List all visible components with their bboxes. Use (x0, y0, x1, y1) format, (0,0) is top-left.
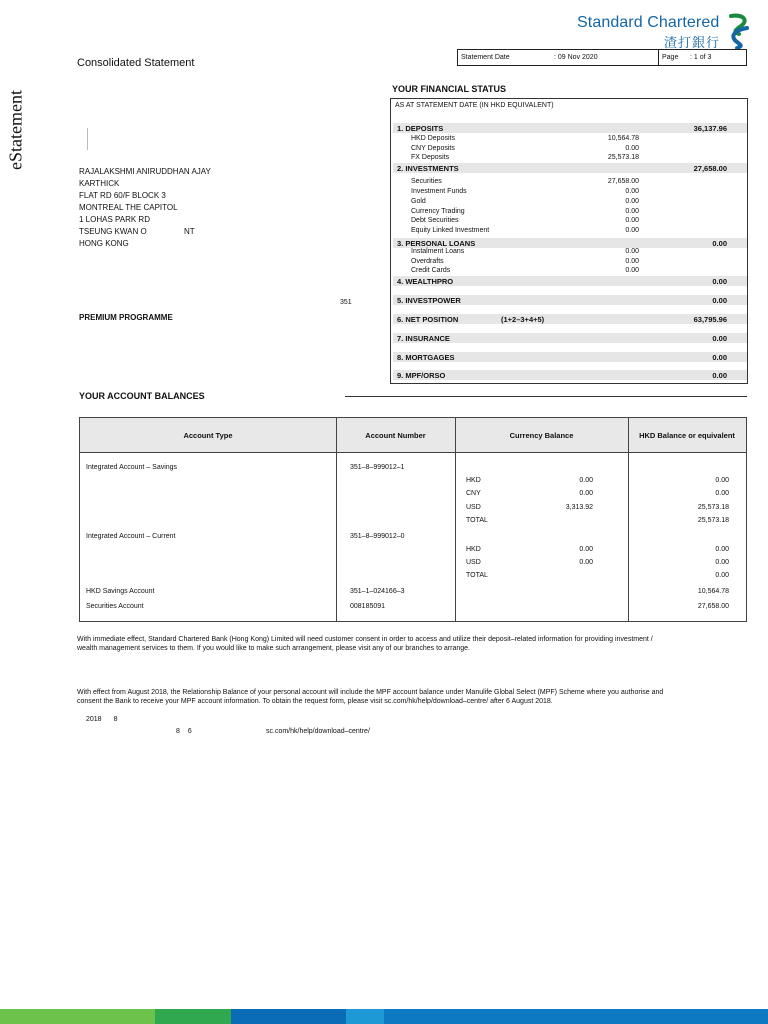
deposit-item (391, 144, 747, 153)
account-type: Integrated Account – Current (86, 533, 176, 540)
financial-status-box (390, 98, 748, 384)
column-header: HKD Balance or equivalent (639, 431, 735, 440)
currency: USD (466, 559, 481, 566)
item-label: CNY Deposits (411, 145, 455, 152)
currency-total: TOTAL (466, 517, 488, 524)
chinese-notice-date: 8 6 (176, 728, 192, 735)
item-label: Overdrafts (411, 258, 444, 265)
amount: 0.00 (625, 258, 639, 265)
amount: 0.00 (625, 248, 639, 255)
address-mark (87, 128, 88, 150)
account-type: Securities Account (86, 603, 144, 610)
currency: HKD (466, 477, 481, 484)
hkd-balance: 27,658.00 (697, 603, 729, 610)
hkd-balance: 10,564.78 (697, 588, 729, 595)
deposit-item (391, 134, 747, 143)
item-label: 6. NET POSITION (397, 315, 459, 324)
statement-info-box (457, 49, 747, 66)
amount: 0.00 (625, 198, 639, 205)
loans-total: 0.00 (712, 239, 727, 248)
currency-balance: 0.00 (579, 477, 593, 484)
item-label: Debt Securities (411, 217, 459, 224)
currency: HKD (466, 546, 481, 553)
item-label: 2. INVESTMENTS (397, 164, 459, 173)
wealthpro-row (393, 276, 747, 286)
footer-color-bar (0, 1009, 768, 1024)
heading-rule (345, 396, 747, 397)
currency-balance: 3,313.92 (565, 504, 593, 511)
page-value: : 1 of 3 (690, 54, 712, 61)
hkd-balance-total: 25,573.18 (697, 517, 729, 524)
loan-item (391, 266, 747, 275)
statement-date-value: : 09 Nov 2020 (554, 54, 598, 61)
account-number: 351–1–024166–3 (350, 588, 405, 595)
item-label: Instalment Loans (411, 248, 465, 255)
hkd-balance: 0.00 (715, 477, 729, 484)
deposit-item (391, 153, 747, 162)
deposits-row (393, 123, 747, 133)
amount: 0.00 (712, 371, 727, 380)
page-label: Page (662, 54, 679, 61)
mpf-notice: With effect from August 2018, the Relationship Balance of your personal account will include the MPF account balance under Manulife Global Select (MPF) Scheme where you authorise and consent the Bank to receive your MPF account information. To obtain the request form, please visit sc.com/hk/help/download–centre/ after 6 August 2018. (77, 689, 664, 705)
download-centre-link[interactable]: sc.com/hk/help/download–centre/ (266, 728, 370, 735)
amount: 0.00 (712, 277, 727, 286)
financial-status-subheading: AS AT STATEMENT DATE (IN HKD EQUIVALENT) (395, 102, 554, 109)
currency-total: TOTAL (466, 572, 488, 579)
programme-name: PREMIUM PROGRAMME (79, 313, 173, 322)
item-label: Credit Cards (411, 267, 451, 274)
amount: 0.00 (625, 217, 639, 224)
amount: 0.00 (625, 188, 639, 195)
amount: 27,658.00 (607, 178, 639, 185)
item-label: Securities (411, 178, 442, 185)
investment-item (391, 177, 747, 186)
item-label: Currency Trading (411, 208, 465, 215)
estatement-side-label: eStatement (5, 90, 26, 170)
insurance-row (393, 333, 747, 343)
net-position-total: 63,795.96 (693, 315, 727, 324)
investment-item (391, 187, 747, 196)
item-label: 8. MORTGAGES (397, 353, 455, 362)
currency-balance: 0.00 (579, 559, 593, 566)
column-divider (628, 418, 629, 621)
currency-balance: 0.00 (579, 546, 593, 553)
account-type: HKD Savings Account (86, 588, 155, 595)
column-divider (455, 418, 456, 621)
amount: 0.00 (625, 267, 639, 274)
item-label: 3. PERSONAL LOANS (397, 239, 476, 248)
amount: 0.00 (712, 296, 727, 305)
address-line: FLAT RD 60/F BLOCK 3 (79, 191, 166, 200)
account-type: Integrated Account – Savings (86, 464, 178, 471)
mortgages-row (393, 352, 747, 362)
amount: 0.00 (625, 145, 639, 152)
statement-date-label: Statement Date (461, 54, 510, 61)
item-label: Equity Linked Investment (411, 227, 490, 234)
bank-name-chinese: 渣打銀行 (664, 35, 721, 50)
box-divider (658, 50, 659, 65)
amount: 0.00 (625, 227, 639, 234)
address-line: TSEUNG KWAN O NT (79, 227, 195, 236)
hkd-balance: 0.00 (715, 490, 729, 497)
item-label: 4. WEALTHPRO (397, 277, 454, 286)
account-number: 008185091 (350, 603, 386, 610)
financial-status-heading: YOUR FINANCIAL STATUS (392, 84, 506, 94)
investpower-row (393, 295, 747, 305)
bank-name: Standard Chartered (577, 14, 720, 31)
hkd-balance-total: 0.00 (715, 572, 729, 579)
currency-balance: 0.00 (579, 490, 593, 497)
amount: 0.00 (712, 353, 727, 362)
currency: USD (466, 504, 481, 511)
column-header: Account Number (365, 431, 426, 440)
hkd-balance: 0.00 (715, 559, 729, 566)
account-balances-heading: YOUR ACCOUNT BALANCES (79, 391, 205, 401)
address-line: 1 LOHAS PARK RD (79, 215, 150, 224)
net-position-formula: (1+2–3+4+5) (501, 315, 545, 324)
investments-total: 27,658.00 (693, 164, 727, 173)
investment-item (391, 197, 747, 206)
address-line: KARTHICK (79, 179, 120, 188)
district-code: NT (184, 227, 195, 236)
item-label: 7. INSURANCE (397, 334, 450, 343)
investment-item (391, 207, 747, 216)
amount: 0.00 (625, 208, 639, 215)
hkd-balance: 25,573.18 (697, 504, 729, 511)
item-label: Investment Funds (411, 188, 467, 195)
column-header: Account Type (183, 431, 233, 440)
item-label: HKD Deposits (411, 135, 455, 142)
account-number: 351–8–999012–0 (350, 533, 405, 540)
investment-item (391, 216, 747, 225)
item-label: 1. DEPOSITS (397, 124, 444, 133)
address-line: HONG KONG (79, 239, 129, 248)
account-balances-table (79, 417, 747, 622)
account-number: 351–8–999012–1 (350, 464, 405, 471)
chinese-notice-year: 2018 8 (86, 716, 118, 723)
column-divider (336, 418, 337, 621)
bank-logo (577, 10, 757, 50)
deposits-total: 36,137.96 (693, 124, 727, 133)
address-line: MONTREAL THE CAPITOL (79, 203, 178, 212)
consent-notice: With immediate effect, Standard Chartered Bank (Hong Kong) Limited will need customer consent in order to access and utilize their deposit–related information for providing investment / wealth management services to them. If you would like to make such arrangement, please visit any of our branches to arrange. (77, 636, 653, 652)
branch-code: 351 (340, 299, 352, 306)
loan-item (391, 247, 747, 256)
statement-title: Consolidated Statement (77, 57, 195, 69)
item-label: 5. INVESTPOWER (397, 296, 461, 305)
column-header: Currency Balance (509, 431, 574, 440)
loan-item (391, 257, 747, 266)
address-line: RAJALAKSHMI ANIRUDDHAN AJAY (79, 167, 211, 176)
currency: CNY (466, 490, 481, 497)
standard-chartered-mark-icon (725, 12, 753, 50)
net-position-row (393, 314, 747, 324)
hkd-balance: 0.00 (715, 546, 729, 553)
amount: 25,573.18 (607, 154, 639, 161)
item-label: Gold (411, 198, 426, 205)
item-label: 9. MPF/ORSO (397, 371, 446, 380)
investments-row (393, 163, 747, 173)
mpf-orso-row (393, 370, 747, 380)
amount: 10,564.78 (607, 135, 639, 142)
amount: 0.00 (712, 334, 727, 343)
item-label: FX Deposits (411, 154, 450, 161)
investment-item (391, 226, 747, 235)
customer-address (79, 166, 211, 250)
